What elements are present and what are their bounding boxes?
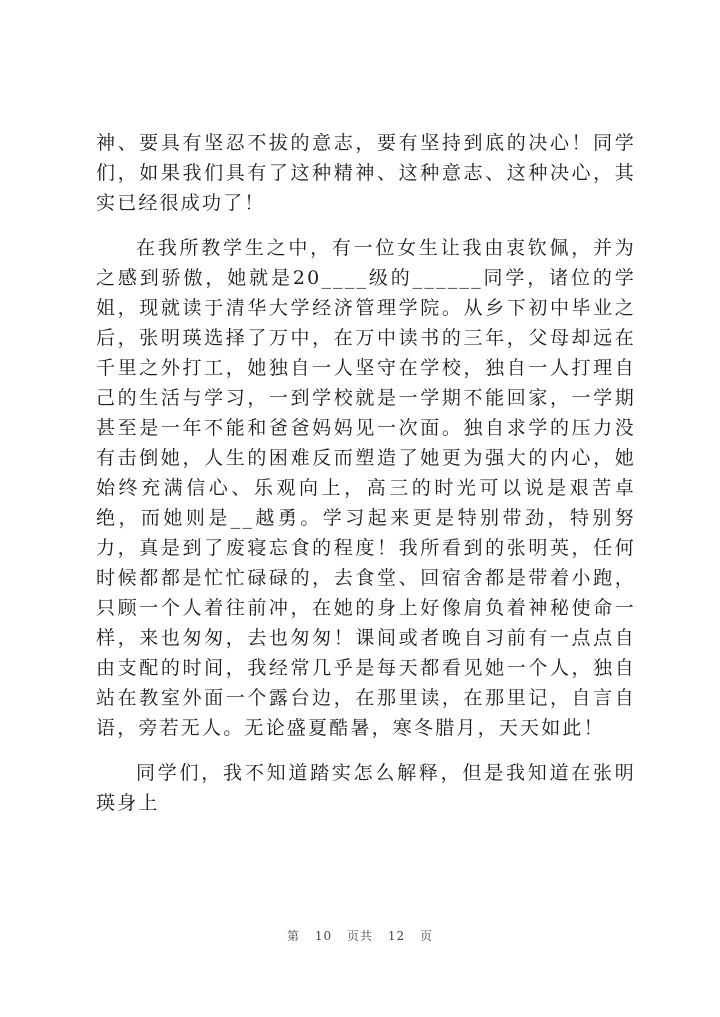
footer-prefix: 第 [287,929,301,943]
page-footer [0,927,720,944]
footer-page-word: 页共 [346,929,373,943]
total-page-number: 12 [387,929,406,943]
paragraph-student-story: 在我所教学生之中，有一位女生让我由衷钦佩，并为之感到骄傲，她就是20____级的______同学，诸位的学姐，现就读于清华大学经济管理学院。从乡下初中毕业之后，张明瑛选择了万中，在万中读书的三年，父母却远在千里之外打工，她独自一人坚守在学校，独自一人打理自己的生活与学习，一到学校就是一学期不能回家，一学期甚至是一年不能和爸爸妈妈见一次面。独自求学的压力没有击倒她，人生的困难反而塑造了她更为强大的内心，她始终充满信心、乐观向上，高三的时光可以说是艰苦卓绝，而她则是__越勇。学习起来更是特别带劲，特别努力，真是到了废寝忘食的程度！我所看到的张明英，任何时候都都是忙忙碌碌的，去食堂、回宿舍都是带着小跑，只顾一个人着往前冲，在她的身上好像肩负着神秘使命一样，来也匆匆，去也匆匆！课间或者晚自习前有一点点自由支配的时间，我经常几乎是每天都看见她一个人，独自站在教室外面一个露台边，在那里读，在那里记，自言自语，旁若无人。无论盛夏酷暑，寒冬腊月，天天如此！ [96,237,636,739]
document-body [96,128,636,833]
paragraph-continuation: 神、要具有坚忍不拔的意志，要有坚持到底的决心！同学们，如果我们具有了这种精神、这种意志、这种决心，其实已经很成功了！ [96,132,636,214]
current-page-number: 10 [314,929,333,943]
paragraph-closing-start: 同学们，我不知道踏实怎么解释，但是我知道在张明瑛身上 [96,762,636,814]
footer-suffix: 页 [419,929,433,943]
